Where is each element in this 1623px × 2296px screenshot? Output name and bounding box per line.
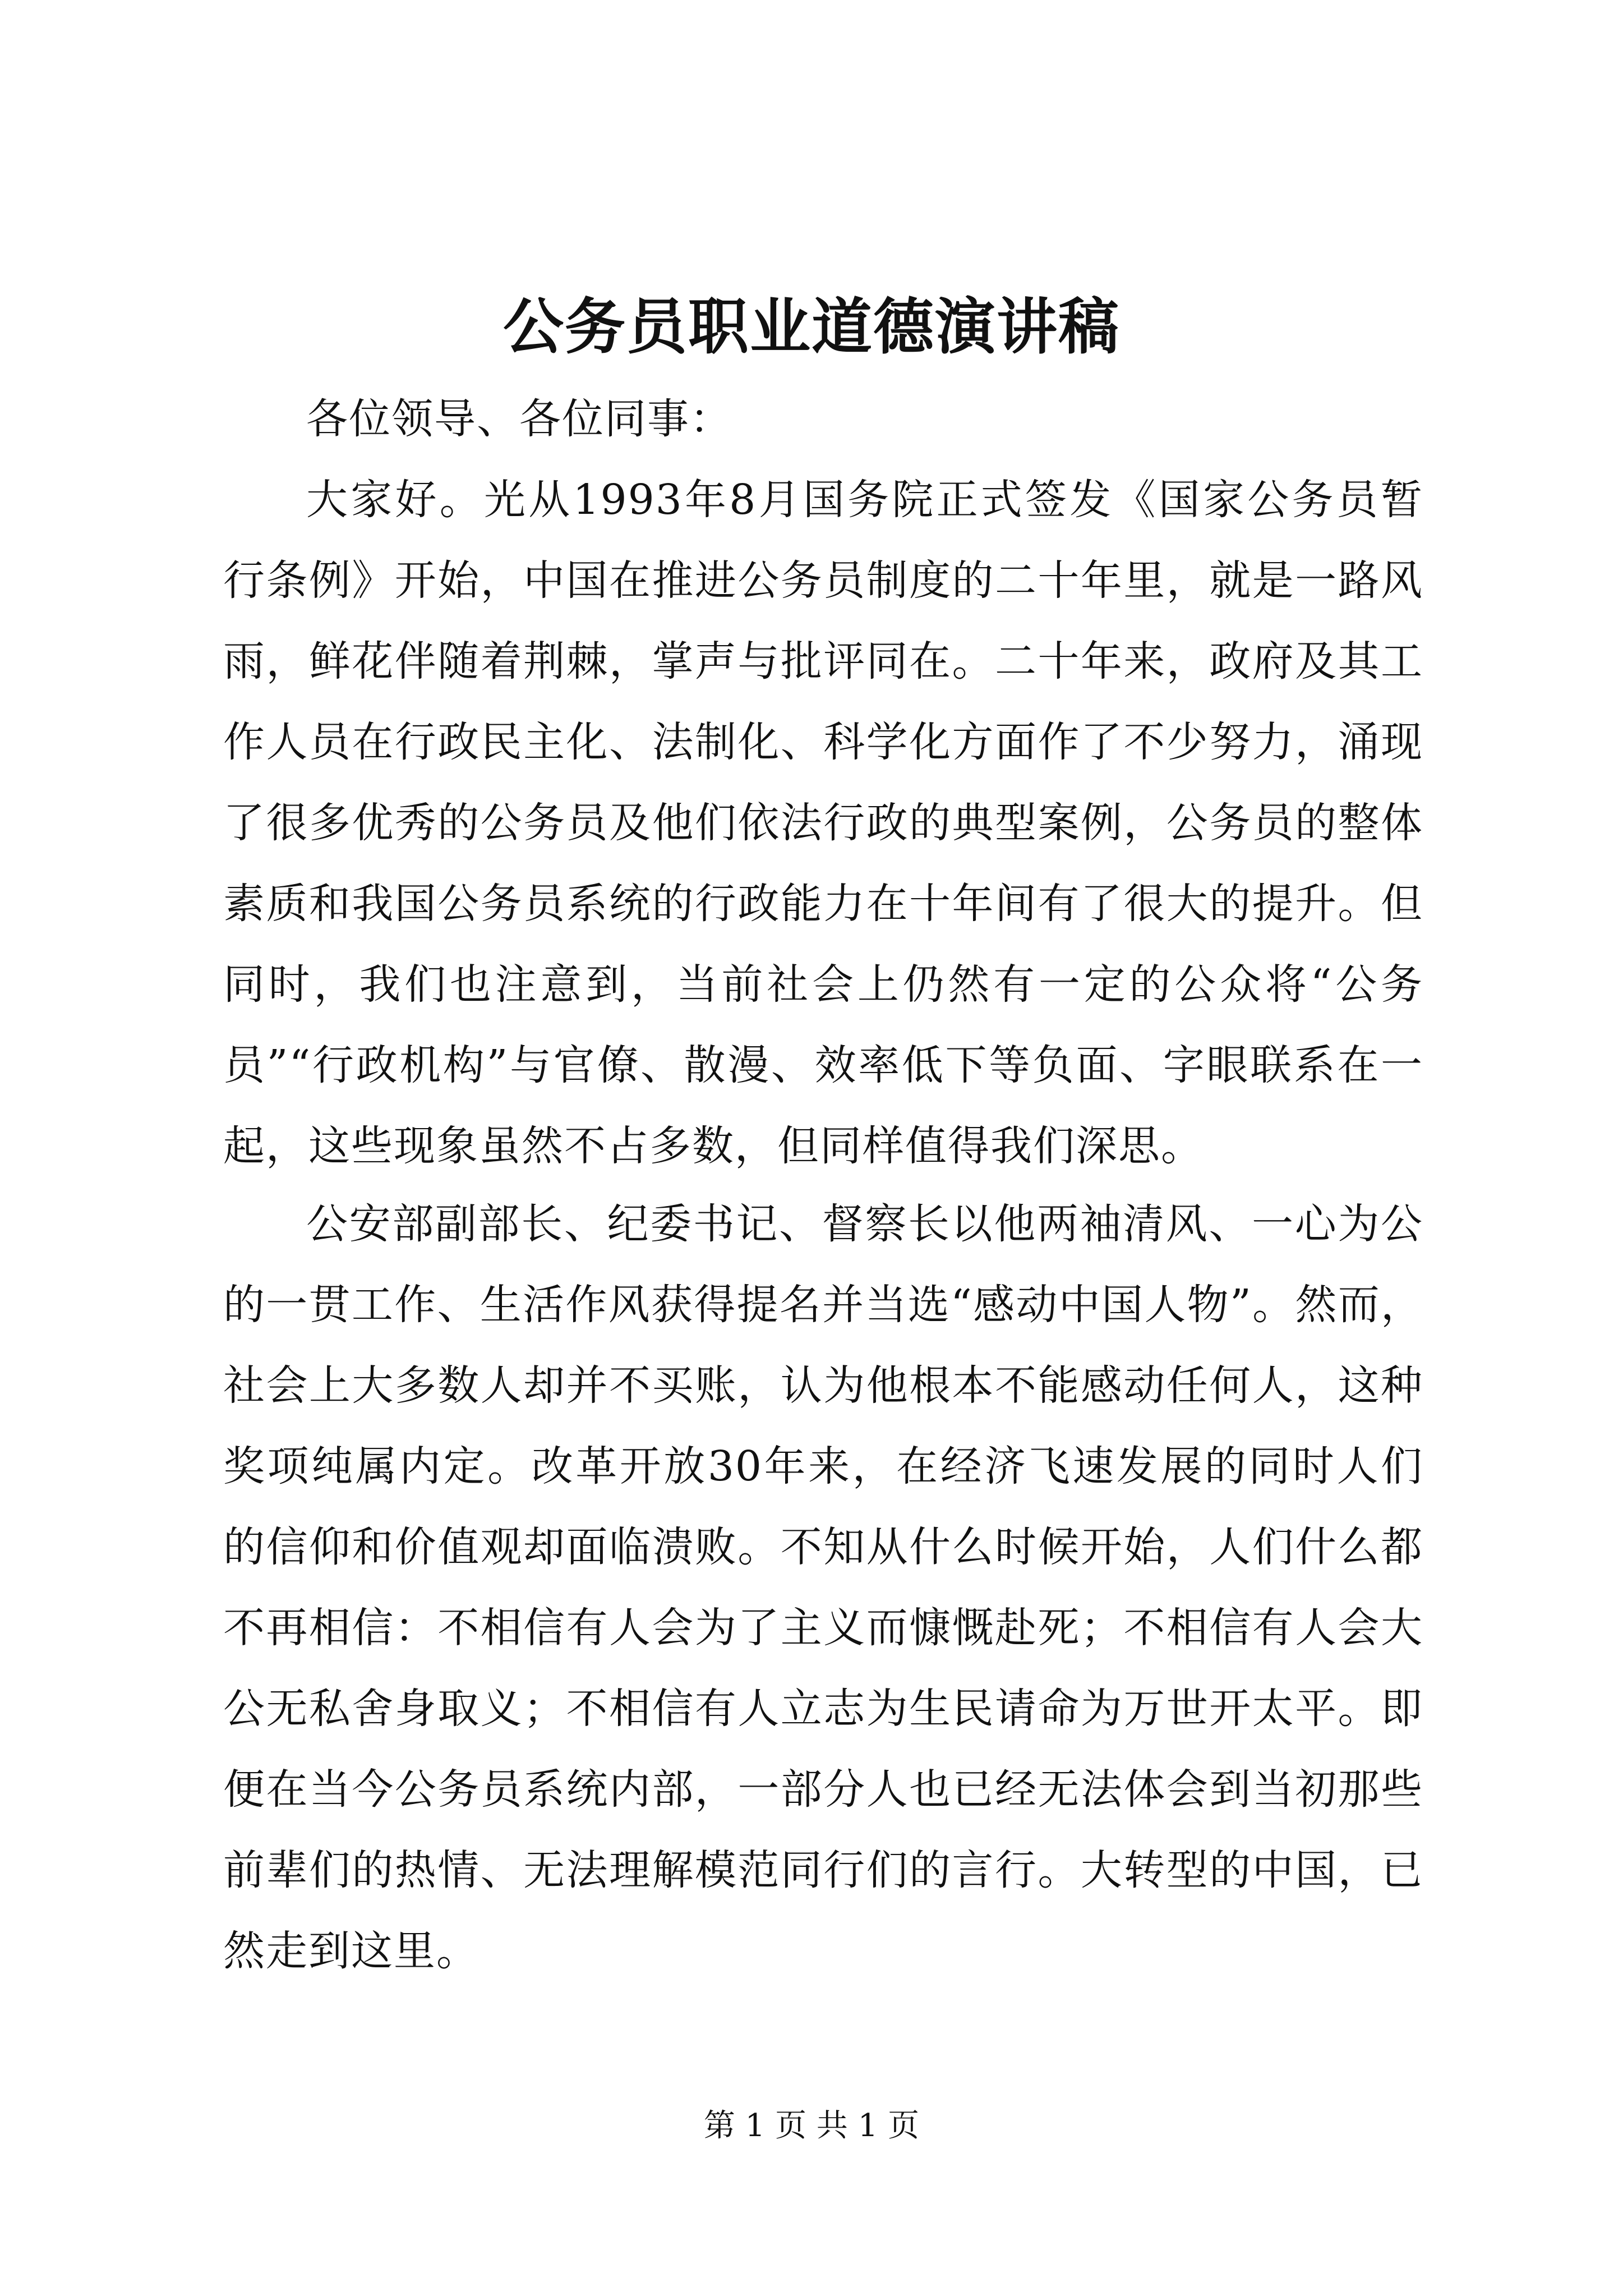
paragraph-1: 大家好。光从1993年8月国务院正式签发《国家公务员暂行条例》开始，中国在推进公务员制度的二十年里，就是一路风雨，鲜花伴随着荆棘，掌声与批评同在。二十年来，政府及其工作人员在行政民主化、法制化、科学化方面作了不少努力，涌现了很多优秀的公务员及他们依法行政的典型案例，公务员的整体素质和我国公务员系统的行政能力在十年间有了很大的提升。但同时，我们也注意到，当前社会上仍然有一定的公众将“公务员”“行政机构”与官僚、散漫、效率低下等负面、字眼联系在一起，这些现象虽然不占多数，但同样值得我们深思。	[223, 476, 1423, 1170]
document-title: 公务员职业道德演讲稿	[502, 292, 1120, 362]
salutation: 各位领导、各位同事：	[306, 395, 732, 443]
page-footer: 第 1 页 共 1 页	[703, 2108, 920, 2144]
paragraph-2: 公安部副部长、纪委书记、督察长以他两袖清风、一心为公的一贯工作、生活作风获得提名并当选“感动中国人物”。然而，社会上大多数人却并不买账，认为他根本不能感动任何人，这种奖项纯属内定。改革开放30年来，在经济飞速发展的同时人们的信仰和价值观却面临溃败。不知从什么时候开始，人们什么都不再相信：不相信有人会为了主义而慷慨赴死；不相信有人会大公无私舍身取义；不相信有人立志为生民请命为万世开太平。即便在当今公务员系统内部，一部分人也已经无法体会到当初那些前辈们的热情、无法理解模范同行们的言行。大转型的中国，已然走到这里。	[223, 1200, 1423, 1975]
